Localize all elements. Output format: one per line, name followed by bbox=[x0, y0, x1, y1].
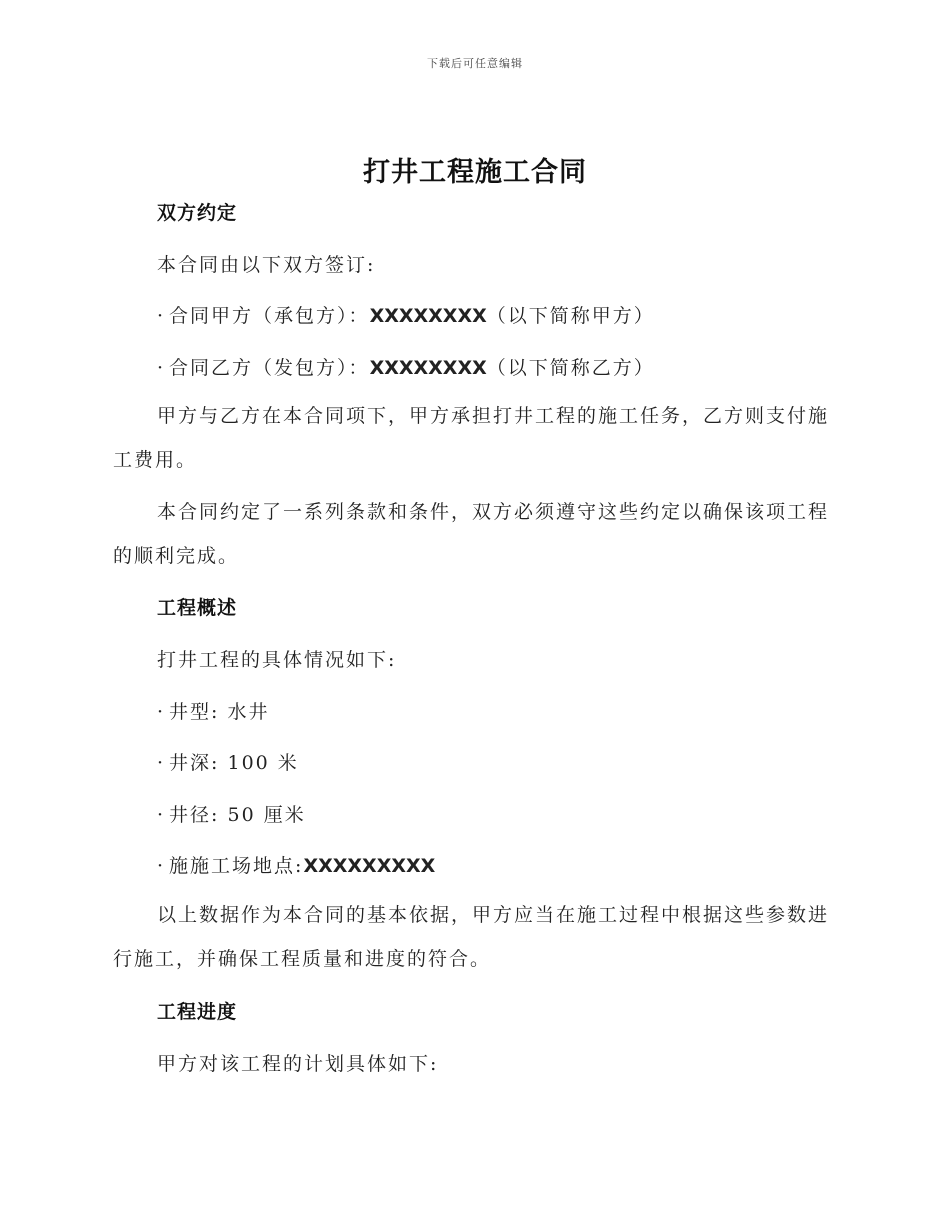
overview-item bbox=[157, 851, 831, 878]
overview-item-label: 井径: bbox=[169, 804, 220, 826]
document-title: 打井工程施工合同 bbox=[363, 157, 587, 188]
party-a-value: XXXXXXXX bbox=[369, 305, 487, 327]
bullet-icon: · bbox=[157, 804, 166, 826]
party-a-label: 合同甲方（承包方）： bbox=[169, 305, 370, 327]
overview-intro: 打井工程的具体情况如下: bbox=[157, 649, 397, 671]
overview-paragraph: 以上数据作为本合同的基本依据，甲方应当在施工过程中根据这些参数进行施工，并确保工程质量和进度的符合。 bbox=[113, 904, 830, 970]
section-heading-schedule: 工程进度 bbox=[157, 1001, 238, 1023]
overview-item bbox=[157, 697, 831, 724]
overview-item-value: 50 厘米 bbox=[227, 804, 306, 826]
bullet-icon: · bbox=[157, 357, 166, 379]
party-b-suffix: （以下简称乙方） bbox=[486, 357, 655, 379]
schedule-intro: 甲方对该工程的计划具体如下: bbox=[157, 1053, 439, 1075]
agreement-paragraph-1: 甲方与乙方在本合同项下，甲方承担打井工程的施工任务，乙方则支付施工费用。 bbox=[113, 405, 830, 471]
overview-item-value: 100 米 bbox=[227, 752, 299, 774]
overview-item-label: 井型: bbox=[169, 701, 220, 723]
overview-item bbox=[157, 748, 831, 775]
party-b-value: XXXXXXXX bbox=[369, 357, 487, 379]
bullet-icon: · bbox=[157, 752, 166, 774]
overview-item bbox=[157, 800, 831, 827]
agreement-paragraph-2: 本合同约定了一系列条款和条件，双方必须遵守这些约定以确保该项工程的顺利完成。 bbox=[113, 501, 830, 567]
party-a-suffix: （以下简称甲方） bbox=[486, 305, 655, 327]
section-heading-overview: 工程概述 bbox=[157, 597, 238, 619]
bullet-icon: · bbox=[157, 701, 166, 723]
bullet-icon: · bbox=[157, 305, 166, 327]
section-heading-agreement: 双方约定 bbox=[157, 202, 238, 224]
overview-item-value: XXXXXXXXX bbox=[303, 855, 436, 877]
overview-item-value: 水井 bbox=[227, 701, 270, 723]
party-a-line bbox=[157, 301, 831, 328]
header-note: 下载后可任意编辑 bbox=[427, 57, 523, 70]
party-b-line bbox=[157, 353, 831, 380]
party-b-label: 合同乙方（发包方）： bbox=[169, 357, 370, 379]
bullet-icon: · bbox=[157, 855, 166, 877]
agreement-intro: 本合同由以下双方签订: bbox=[157, 254, 376, 276]
overview-item-label: 井深: bbox=[169, 752, 220, 774]
overview-item-label: 施施工场地点: bbox=[169, 855, 304, 877]
